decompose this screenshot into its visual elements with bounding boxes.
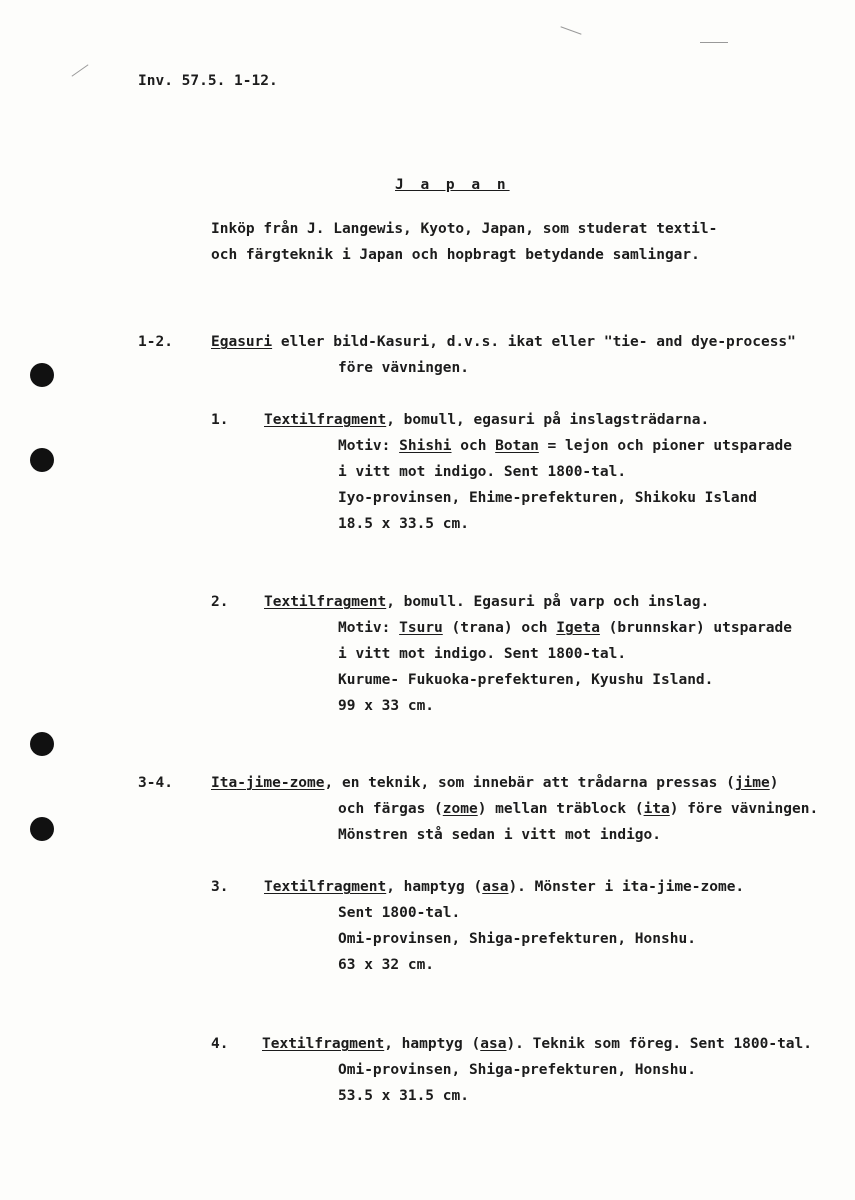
item-provenance: Omi-provinsen, Shiga-prefekturen, Honshu. — [338, 1062, 696, 1078]
section-range: 1-2. — [138, 334, 173, 350]
section-description: Egasuri eller bild-Kasuri, d.v.s. ikat eller "tie- and dye-process" — [211, 334, 796, 350]
item-heading: Textilfragment, hamptyg (asa). Mönster i ita-jime-zome. — [264, 879, 745, 895]
section-term: Ita-jime-zome — [211, 775, 325, 791]
item-heading: Textilfragment, bomull. Egasuri på varp och inslag. — [264, 594, 710, 610]
item-provenance: Iyo-provinsen, Ehime-prefekturen, Shikoku Island — [338, 490, 758, 506]
item-title: Textilfragment — [264, 412, 387, 428]
section-description: Ita-jime-zome, en teknik, som innebär att trådarna pressas (jime) — [211, 775, 779, 791]
section-range: 3-4. — [138, 775, 173, 791]
item-heading: Textilfragment, hamptyg (asa). Teknik som föreg. Sent 1800-tal. — [262, 1036, 812, 1052]
item-provenance: Kurume- Fukuoka-prefekturen, Kyushu Island. — [338, 672, 714, 688]
intro-line: och färgteknik i Japan och hopbragt betydande samlingar. — [211, 247, 700, 263]
paper-speck — [700, 42, 728, 43]
paper-speck — [560, 26, 581, 34]
section-term: Egasuri — [211, 334, 273, 350]
section-description: före vävningen. — [338, 360, 469, 376]
paper-speck — [72, 64, 89, 76]
section-description: Mönstren stå sedan i vitt mot indigo. — [338, 827, 662, 843]
item-provenance: Omi-provinsen, Shiga-prefekturen, Honshu. — [338, 931, 696, 947]
punch-hole — [30, 817, 54, 841]
item-number: 3. — [211, 879, 229, 895]
item-number: 1. — [211, 412, 229, 428]
item-number: 2. — [211, 594, 229, 610]
punch-hole — [30, 448, 54, 472]
punch-hole — [30, 732, 54, 756]
item-dimensions: 99 x 33 cm. — [338, 698, 435, 714]
item-title: Textilfragment — [262, 1036, 385, 1052]
item-dimensions: 53.5 x 31.5 cm. — [338, 1088, 469, 1104]
intro-line: Inköp från J. Langewis, Kyoto, Japan, som studerat textil- — [211, 221, 718, 237]
item-title: Textilfragment — [264, 594, 387, 610]
inventory-number: Inv. 57.5. 1-12. — [138, 73, 278, 89]
item-motif: Motiv: Tsuru (trana) och Igeta (brunnskar) utsparade — [338, 620, 792, 636]
item-dimensions: 63 x 32 cm. — [338, 957, 435, 973]
item-detail: i vitt mot indigo. Sent 1800-tal. — [338, 646, 627, 662]
item-motif: Motiv: Shishi och Botan = lejon och pioner utsparade — [338, 438, 792, 454]
item-dimensions: 18.5 x 33.5 cm. — [338, 516, 469, 532]
item-number: 4. — [211, 1036, 229, 1052]
page-title: J a p a n — [395, 177, 510, 193]
item-detail: i vitt mot indigo. Sent 1800-tal. — [338, 464, 627, 480]
item-detail: Sent 1800-tal. — [338, 905, 461, 921]
section-description: och färgas (zome) mellan träblock (ita) före vävningen. — [338, 801, 819, 817]
item-title: Textilfragment — [264, 879, 387, 895]
item-heading: Textilfragment, bomull, egasuri på inslagsträdarna. — [264, 412, 710, 428]
punch-hole — [30, 363, 54, 387]
